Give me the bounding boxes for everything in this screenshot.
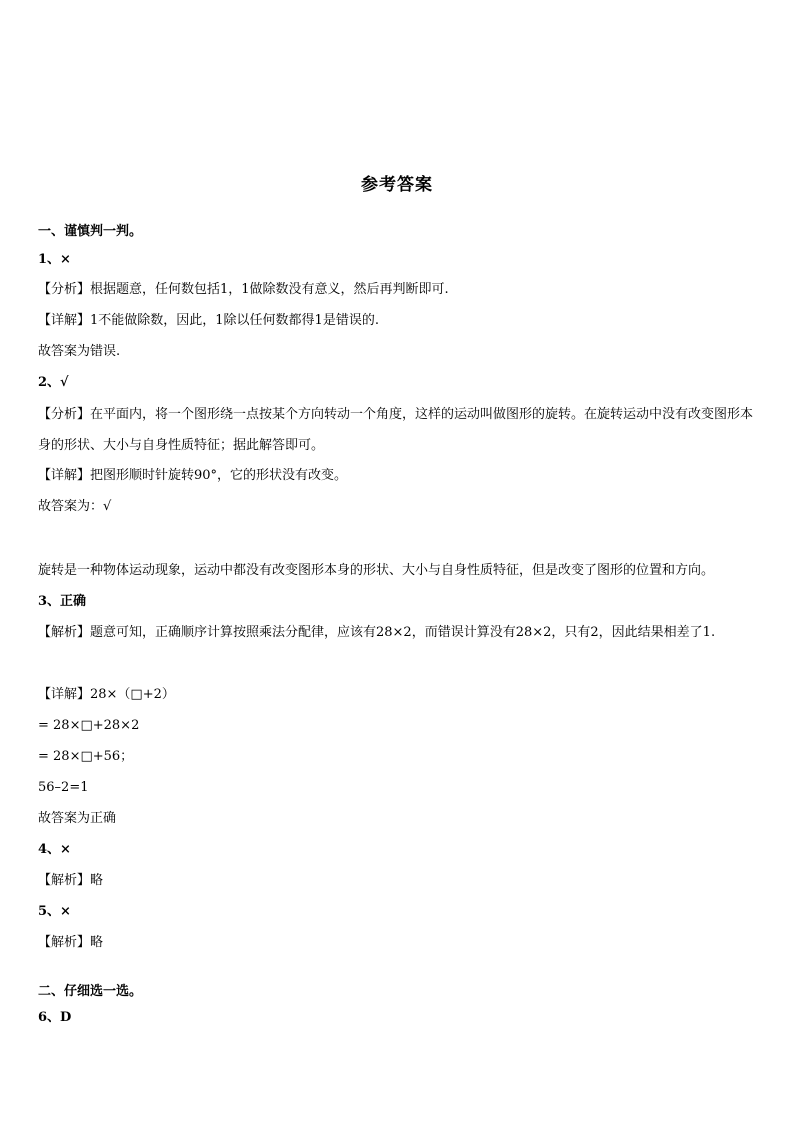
q3-step3: 56–2=1 — [38, 780, 89, 795]
q2-detail: 【详解】把图形顺时针旋转90°，它的形状没有改变。 — [38, 468, 348, 483]
q3-analysis: 【解析】题意可知，正确顺序计算按照乘法分配律，应该有28×2，而错误计算没有28×2，只有2，因此结果相差了1. — [38, 625, 716, 640]
q6-number: 6、D — [38, 1010, 72, 1025]
section1-heading: 一、谨慎判一判。 — [38, 224, 143, 239]
q5-number: 5、× — [38, 904, 71, 919]
q3-step2: = 28×□+56； — [38, 749, 134, 764]
q3-step1: = 28×□+28×2 — [38, 718, 140, 733]
q3-detail: 【详解】28×（□+2） — [38, 687, 175, 702]
q1-analysis: 【分析】根据题意，任何数包括1，1做除数没有意义，然后再判断即可. — [38, 282, 449, 297]
section2-heading: 二、仔细选一选。 — [38, 984, 143, 999]
q3-number: 3、正确 — [38, 594, 87, 609]
q2-note: 旋转是一种物体运动现象，运动中都没有改变图形本身的形状、大小与自身性质特征，但是改变了图形的位置和方向。 — [38, 563, 715, 578]
q5-analysis: 【解析】略 — [38, 935, 104, 950]
q1-detail: 【详解】1不能做除数，因此，1除以任何数都得1是错误的. — [38, 313, 379, 328]
q2-analysis: 【分析】在平面内，将一个图形绕一点按某个方向转动一个角度，这样的运动叫做图形的旋转。在旋转运动中没有改变图形本身的形状、大小与自身性质特征；据此解答即可。 — [38, 407, 754, 453]
q2-answer: 故答案为：√ — [38, 499, 112, 514]
q1-number: 1、× — [38, 252, 71, 267]
q2-number: 2、√ — [38, 375, 69, 390]
q4-number: 4、× — [38, 842, 71, 857]
q4-analysis: 【解析】略 — [38, 873, 104, 888]
q1-answer: 故答案为错误. — [38, 344, 121, 359]
page-title: 参考答案 — [361, 175, 433, 195]
q3-answer: 故答案为正确 — [38, 811, 117, 826]
